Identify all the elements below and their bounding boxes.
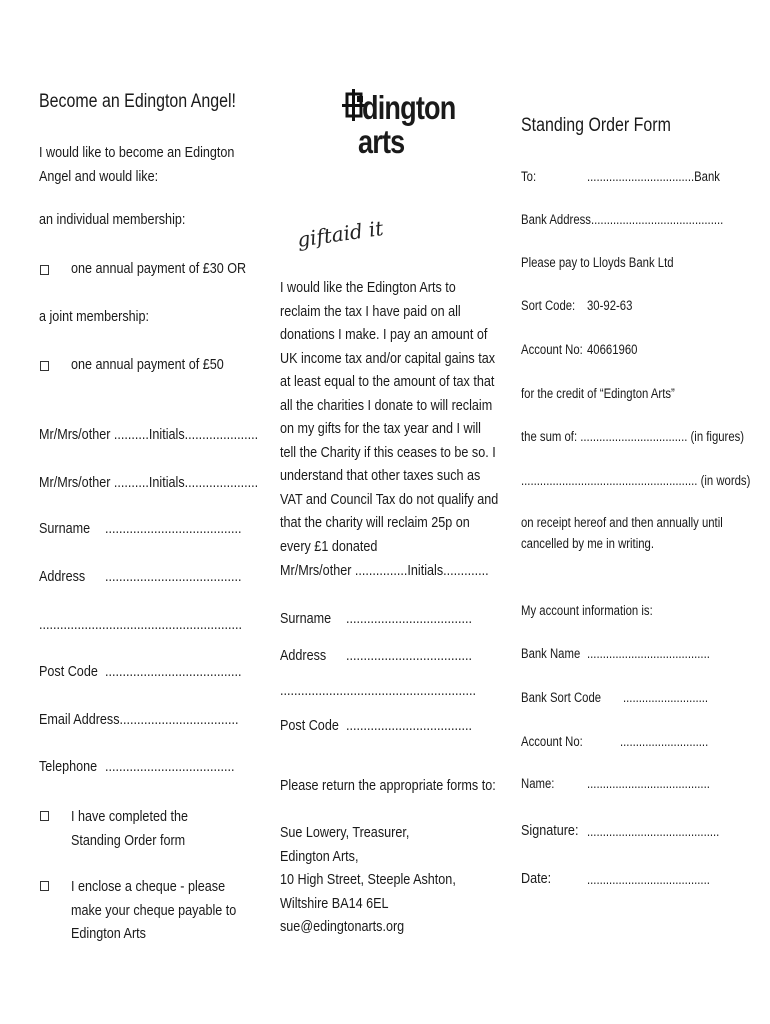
giftaid-logo: giftaid it [295, 215, 385, 252]
joint-label: a joint membership: [39, 308, 149, 325]
sum-words-field[interactable]: ........................................................ (in words) [521, 473, 751, 488]
address-label: Address [39, 568, 86, 585]
logo-text-line1: dington [362, 89, 456, 126]
title2-field[interactable]: Mr/Mrs/other ..........Initials..................... [39, 474, 259, 491]
signature-field[interactable]: .......................................... [587, 824, 720, 839]
mid-postcode-field[interactable]: .................................... [346, 717, 473, 734]
logo-text-line2: arts [358, 123, 405, 160]
bank-name-field[interactable]: ....................................... [587, 646, 710, 661]
option2-label: one annual payment of £50 [71, 356, 224, 373]
mid-postcode-label: Post Code [280, 717, 339, 734]
date-field[interactable]: ....................................... [587, 872, 710, 887]
standing-order-heading: Standing Order Form [521, 115, 671, 136]
email-field[interactable]: Email Address.................................. [39, 711, 239, 728]
surname-field[interactable]: ....................................... [105, 520, 242, 537]
mid-address-label: Address [280, 647, 327, 664]
option2-checkbox[interactable] [40, 361, 49, 371]
return-address-line1: Sue Lowery, Treasurer, [280, 824, 410, 841]
individual-label: an individual membership: [39, 211, 186, 228]
giftaid-declaration: I would like the Edington Arts to reclaim the tax I have paid on all donations I make. I pay an amount of UK income tax and/or capital gains tax at least equal to the amount of tax that all the charities I donate to will reclaim on my gifts for the tax year and I will tell the Charity if this ceases to be so. I understand that other taxes such as VAT and Council Tax do not qualify and that the charity will reclaim 25p on every £1 donated [280, 279, 499, 555]
bank-name-label: Bank Name [521, 646, 581, 661]
postcode-label: Post Code [39, 663, 98, 680]
address-field[interactable]: ....................................... [105, 568, 242, 585]
telephone-label: Telephone [39, 758, 98, 775]
angel-intro: I would like to become an Edington Angel and would like: [39, 144, 235, 185]
receipt-text: on receipt hereof and then annually until cancelled by me in writing. [521, 515, 723, 551]
title1-field[interactable]: Mr/Mrs/other ..........Initials..................... [39, 426, 259, 443]
credit-text: for the credit of “Edington Arts” [521, 386, 675, 401]
standing-order-checkbox[interactable] [40, 811, 49, 821]
name-field[interactable]: ....................................... [587, 776, 710, 791]
to-label: To: [521, 169, 537, 184]
option1-checkbox[interactable] [40, 265, 49, 275]
return-address-line2: Edington Arts, [280, 848, 359, 865]
angel-heading: Become an Edington Angel! [39, 91, 236, 112]
date-label: Date: [521, 870, 552, 887]
sum-figures-field[interactable]: the sum of: .................................. (in figures) [521, 429, 745, 444]
postcode-field[interactable]: ....................................... [105, 663, 242, 680]
signature-label: Signature: [521, 822, 579, 839]
surname-label: Surname [39, 520, 91, 537]
to-bank-field[interactable]: ..................................Bank [587, 169, 720, 184]
my-account-heading: My account information is: [521, 603, 653, 618]
cheque-label: I enclose a cheque - please make your cheque payable to Edington Arts [71, 878, 237, 942]
telephone-field[interactable]: ..................................... [105, 758, 235, 775]
return-email-link[interactable]: sue@edingtonarts.org [280, 918, 405, 935]
mid-surname-field[interactable]: .................................... [346, 610, 473, 627]
bank-sort-code-field[interactable]: ........................... [623, 690, 709, 705]
pay-to-text: Please pay to Lloyds Bank Ltd [521, 255, 674, 270]
standing-order-label: I have completed the Standing Order form [71, 808, 188, 849]
mid-address-line2-field[interactable]: ........................................................ [280, 682, 477, 699]
sort-code-label: Sort Code: [521, 298, 576, 313]
return-instructions: Please return the appropriate forms to: [280, 777, 496, 794]
account-no-value: 40661960 [587, 342, 638, 357]
acc-no-field[interactable]: ............................ [620, 734, 709, 749]
mid-address-field[interactable]: .................................... [346, 647, 473, 664]
sort-code-value: 30-92-63 [587, 298, 633, 313]
name-label: Name: [521, 776, 555, 791]
return-address-line3: 10 High Street, Steeple Ashton, [280, 871, 456, 888]
option1-label: one annual payment of £30 OR [71, 260, 247, 277]
acc-no-label: Account No: [521, 734, 583, 749]
mid-surname-label: Surname [280, 610, 332, 627]
cheque-checkbox[interactable] [40, 881, 49, 891]
account-no-label: Account No: [521, 342, 583, 357]
bank-address-field[interactable]: Bank Address.......................................... [521, 212, 724, 227]
bank-sort-code-label: Bank Sort Code [521, 690, 602, 705]
return-address-line4: Wiltshire BA14 6EL [280, 895, 389, 912]
address-line2-field[interactable]: .......................................................... [39, 616, 243, 633]
mid-title-field[interactable]: Mr/Mrs/other ...............Initials............. [280, 562, 489, 579]
